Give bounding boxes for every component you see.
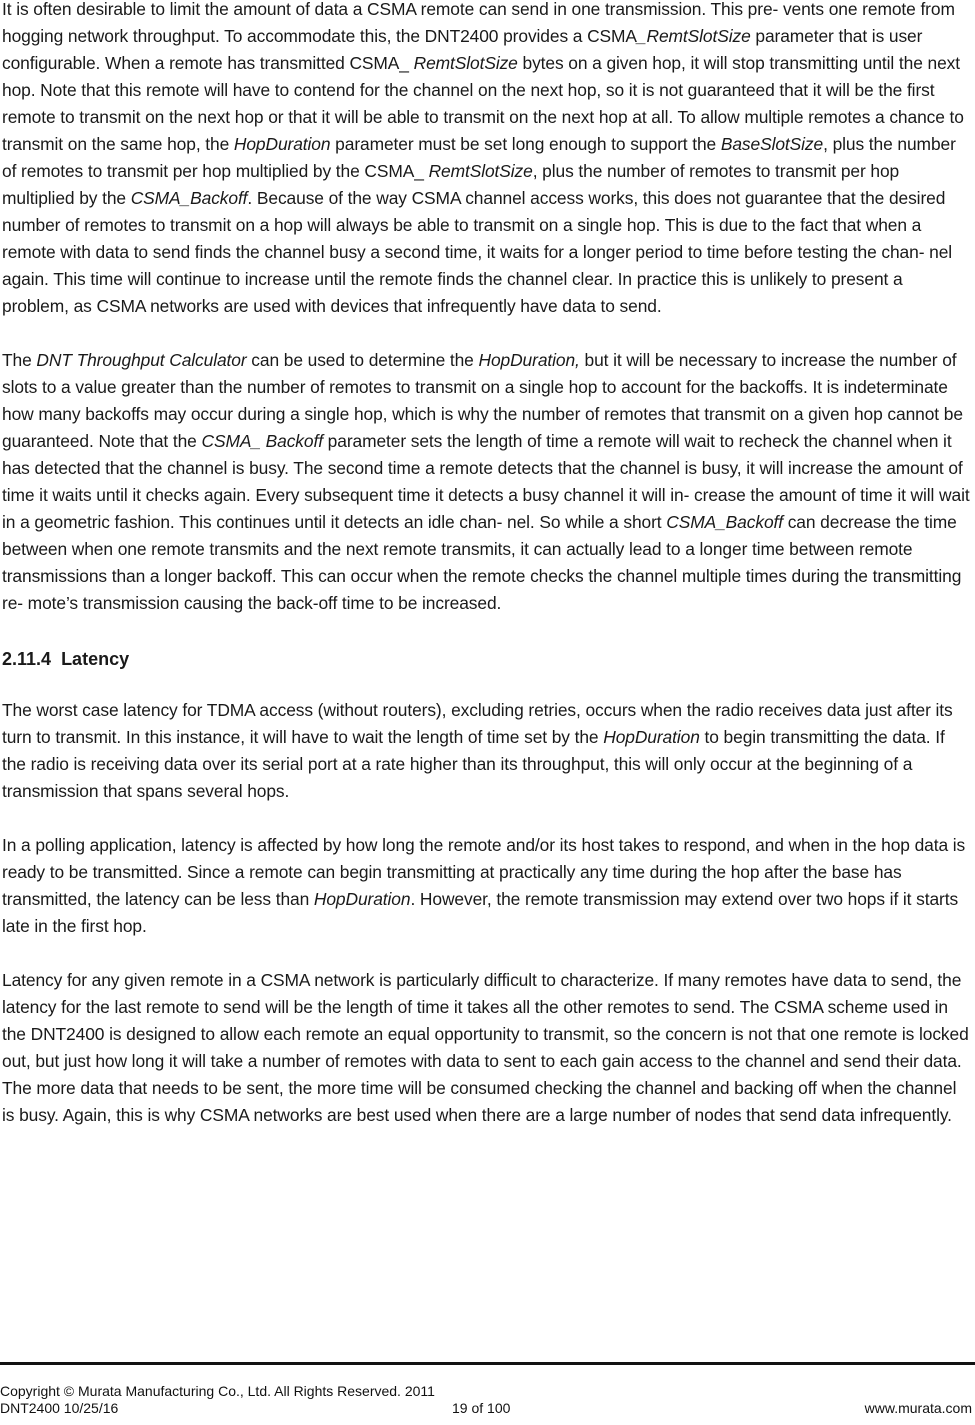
footer-divider bbox=[0, 1362, 975, 1365]
section-number: 2.11.4 bbox=[2, 649, 52, 669]
section-title: Latency bbox=[61, 649, 130, 669]
copyright-notice: Copyright © Murata Manufacturing Co., Ltd. All Rights Reserved. 2011 bbox=[0, 1383, 435, 1399]
parameter-name: RemtSlotSize bbox=[413, 53, 518, 73]
parameter-name: HopDuration, bbox=[478, 350, 580, 370]
section-heading bbox=[2, 647, 972, 671]
body-paragraph: In a polling application, latency is affected by how long the remote and/or its host takes to respond, and when in the hop data is ready to be transmitted. Since a remote can begin transmitting at practically any time during the hop after the base has transmitted, the latency can be less than HopDuration. However, the remote transmission may extend over two hops if it starts late in the first hop. bbox=[2, 835, 966, 936]
page-number: 19 of 100 bbox=[452, 1400, 511, 1416]
parameter-name: _RemtSlotSize bbox=[636, 26, 751, 46]
parameter-name: CSMA_Backoff bbox=[666, 512, 783, 532]
document-id: DNT2400 10/25/16 bbox=[0, 1400, 119, 1416]
body-paragraph: The DNT Throughput Calculator can be used to determine the HopDuration, but it will be necessary to increase the number of slots to a value greater than the number of remotes to transmit on a single hop to account for the backoffs. It is indeterminate how many backoffs may occur during a single hop, which is why the number of remotes that transmit on a given hop cannot be guaranteed. Note that the CSMA_ Backoff parameter sets the length of time a remote will wait to recheck the channel when it has detected that the channel is busy. The second time a remote detects that the channel is busy, it will increase the amount of time it waits until it checks again. Every subsequent time it detects a busy channel it will in- crease the amount of time it will wait in a geometric fashion. This continues until it detects an idle chan- nel. So while a short CSMA_Backoff can decrease the time between when one remote transmits and the next remote transmits, it can actually lead to a longer time between remote transmissions than a longer backoff. This can occur when the remote checks the channel multiple times during the transmitting re- mote’s transmission causing the back-off time to be increased. bbox=[2, 350, 970, 613]
parameter-name: RemtSlotSize bbox=[428, 161, 533, 181]
body-paragraph: The worst case latency for TDMA access (without routers), excluding retries, occurs when the radio receives data just after its turn to transmit. In this instance, it will have to wait the length of time set by the HopDuration to begin transmitting the data. If the radio is receiving data over its serial port at a rate higher than its throughput, this will only occur at the beginning of a transmission that spans several hops. bbox=[2, 700, 953, 801]
parameter-name: HopDuration bbox=[233, 134, 331, 154]
body-paragraph: Latency for any given remote in a CSMA network is particularly difficult to characterize. If many remotes have data to send, the latency for the last remote to send will be the length of time it takes all the other remotes to send. The CSMA scheme used in the DNT2400 is designed to allow each remote an equal opportunity to transmit, so the concern is not that one remote is locked out, but just how long it will take a number of remotes with data to sent to each gain access to the channel and send their data. The more data that needs to be sent, the more time will be consumed checking the channel and backing off when the channel is busy. Again, this is why CSMA networks are best used when there are a large number of nodes that send data infrequently. bbox=[2, 970, 969, 1125]
document-body bbox=[2, 0, 972, 1129]
parameter-name: CSMA_ Backoff bbox=[201, 431, 323, 451]
parameter-name: HopDuration bbox=[603, 727, 700, 747]
body-paragraph: It is often desirable to limit the amount of data a CSMA remote can send in one transmission. This pre- vents one remote from hogging network throughput. To accommodate this, the DNT2400 provides a CSMA_RemtSlotSize parameter that is user configurable. When a remote has transmitted CSMA_ RemtSlotSize bytes on a given hop, it will stop transmitting until the next hop. Note that this remote will have to contend for the channel on the next hop, so it is not guaranteed that it will be the first remote to transmit on the next hop or that it will be able to transmit on the next hop at all. To allow multiple remotes a chance to transmit on the same hop, the HopDuration parameter must be set long enough to support the BaseSlotSize, plus the number of remotes to transmit per hop multiplied by the CSMA_ RemtSlotSize, plus the number of remotes to transmit per hop multiplied by the CSMA_Backoff. Because of the way CSMA channel access works, this does not guarantee that the desired number of remotes to transmit on a hop will always be able to transmit on a single hop. This is due to the fact that when a remote with data to send finds the channel busy a second time, it waits for a longer period to time before testing the chan- nel again. This time will continue to increase until the remote finds the channel clear. In practice this is unlikely to present a problem, as CSMA networks are used with devices that infrequently have data to send. bbox=[2, 0, 964, 316]
parameter-name: DNT Throughput Calculator bbox=[36, 350, 247, 370]
page-footer bbox=[0, 1383, 975, 1417]
website-link[interactable]: www.murata.com bbox=[864, 1400, 972, 1416]
parameter-name: CSMA_Backoff bbox=[130, 188, 248, 208]
parameter-name: BaseSlotSize bbox=[720, 134, 824, 154]
parameter-name: HopDuration bbox=[313, 889, 411, 909]
